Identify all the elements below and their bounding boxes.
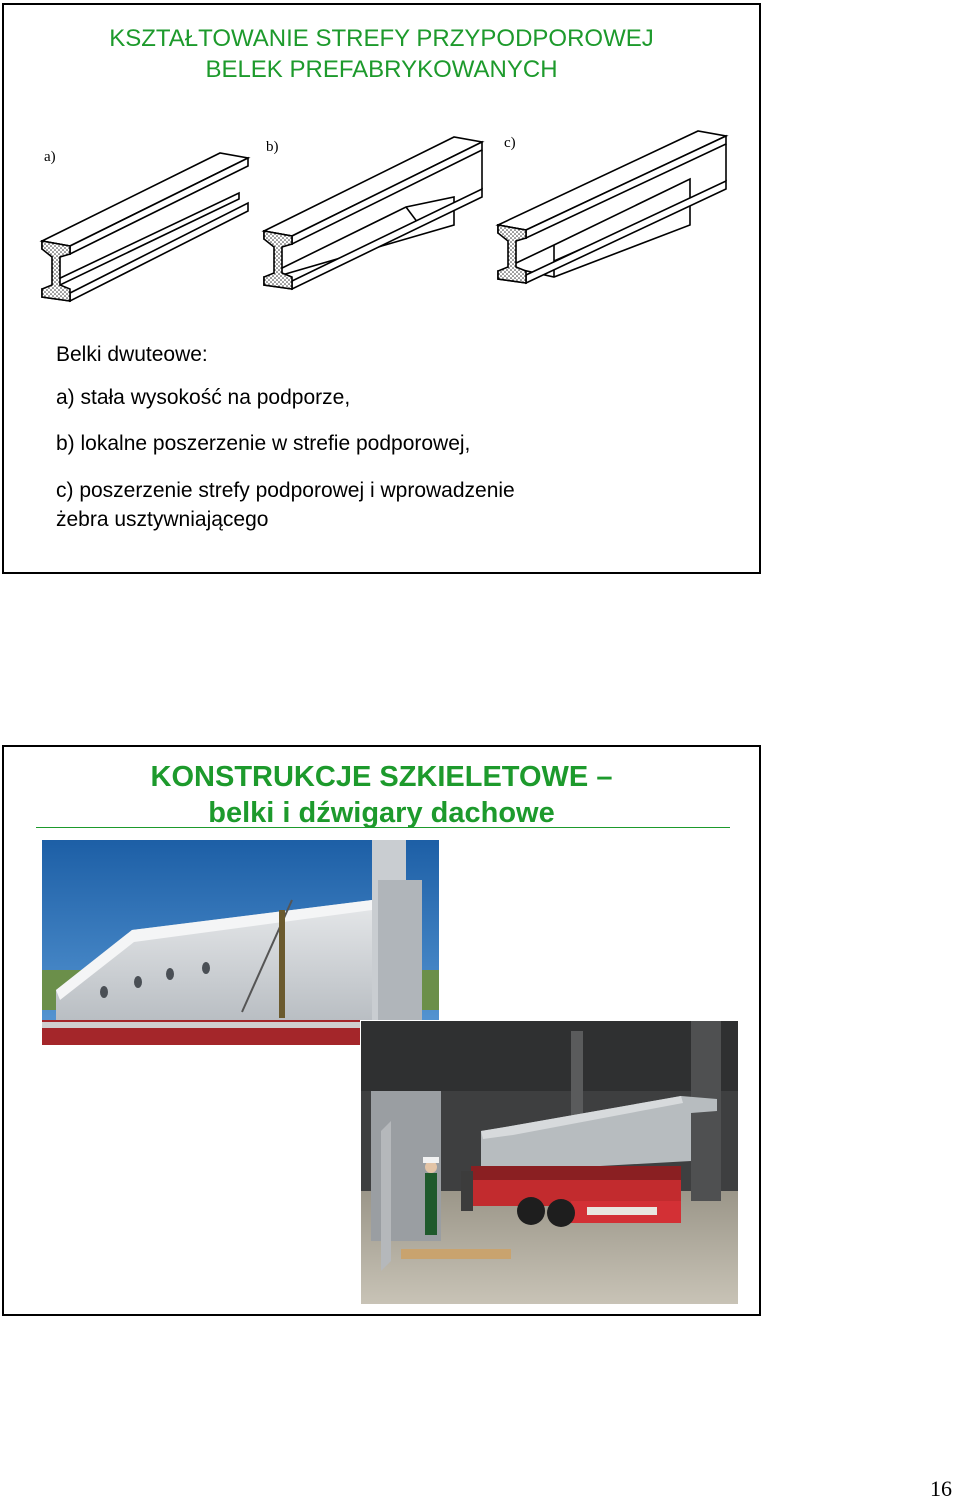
caption-item-a: a) stała wysokość na podporze, — [56, 386, 351, 409]
slide-1 — [2, 3, 761, 574]
photo-precast-girder-transport — [42, 840, 439, 1045]
slide-1-title-line-2: BELEK PREFABRYKOWANYCH — [205, 56, 558, 83]
caption-item-c-continued: żebra usztywniającego — [56, 508, 269, 531]
slide-1-title — [4, 23, 759, 85]
slide-2-title-line-1: KONSTRUKCJE SZKIELETOWE – — [150, 761, 613, 793]
caption-item-c: c) poszerzenie strefy podporowej i wprowadzenie — [56, 479, 515, 502]
page-number: 16 — [930, 1476, 952, 1501]
slide-2-title-line-2: belki i dźwigary dachowe — [208, 797, 555, 829]
i-beam-diagram — [34, 125, 744, 315]
diagram-label-c: c) — [504, 135, 516, 151]
beam-c-drawing — [498, 131, 726, 283]
caption-item-b: b) lokalne poszerzenie w strefie podporowej, — [56, 432, 471, 455]
diagram-label-b: b) — [266, 139, 279, 155]
slide-2-title — [4, 759, 759, 831]
title-underline — [36, 827, 730, 828]
slide-1-title-line-1: KSZTAŁTOWANIE STREFY PRZYPODPOROWEJ — [109, 25, 654, 52]
beam-a-drawing — [42, 153, 248, 301]
photo-girder-on-truck — [360, 1020, 739, 1305]
beam-b-drawing — [264, 137, 482, 289]
diagram-label-a: a) — [44, 149, 56, 165]
caption-intro: Belki dwuteowe: — [56, 343, 208, 366]
slide-2 — [2, 745, 761, 1316]
